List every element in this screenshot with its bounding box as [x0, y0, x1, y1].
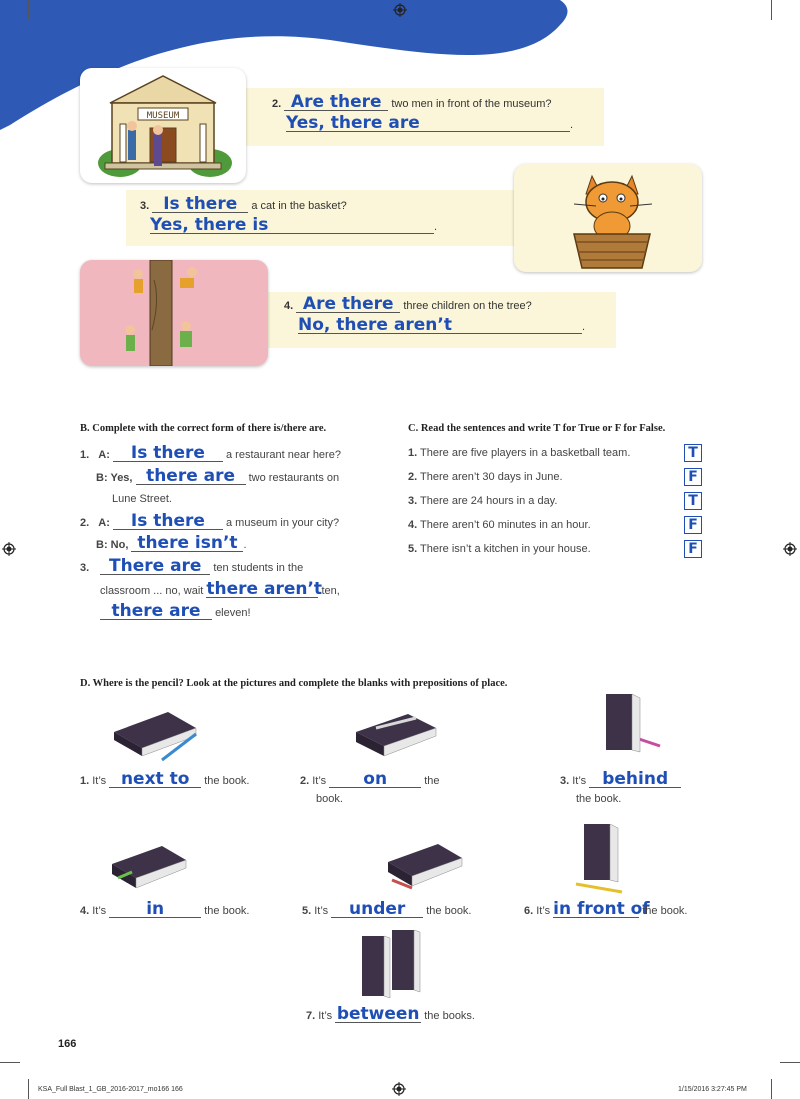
true-false-item — [408, 495, 702, 507]
question-number: 1. — [408, 447, 418, 459]
question-number: 5. — [302, 905, 312, 917]
section-c-title: C. Read the sentences and write T for True or F for False. — [408, 423, 666, 434]
question-number: 3. — [80, 562, 90, 574]
crop-mark — [0, 1062, 20, 1063]
d-item-1 — [80, 771, 250, 788]
answer-blank[interactable]: No, there aren’t — [298, 317, 582, 334]
b-item-3-line3 — [100, 603, 251, 620]
answer-blank[interactable]: there isn’t — [131, 535, 243, 552]
book-pencil-in-front-of-illustration — [574, 822, 634, 896]
footer-timestamp: 1/15/2016 3:27:45 PM — [678, 1086, 747, 1093]
b-item-1-a — [80, 445, 341, 462]
question-text: two restaurants on — [248, 472, 340, 484]
answer-line: Yes, there is . — [150, 215, 438, 235]
question-text: a museum in your city? — [225, 517, 340, 529]
book-pencil-behind-illustration — [596, 690, 662, 756]
answer-blank[interactable]: in front of — [553, 899, 650, 919]
d-item-2-cont: book. — [316, 793, 343, 805]
answer-blank[interactable]: in — [109, 901, 201, 918]
question-3 — [140, 196, 347, 213]
answer-blank[interactable]: Are there — [284, 94, 388, 111]
d-item-3 — [560, 771, 681, 788]
section-b-title: B. Complete with the correct form of there is/there are. — [80, 423, 327, 434]
crop-mark — [771, 0, 772, 20]
b-item-3 — [80, 558, 303, 575]
book-pencil-under-illustration — [382, 834, 466, 894]
speaker-label: A: — [98, 517, 110, 529]
true-false-answer-box[interactable]: F — [684, 516, 702, 534]
question-number: 2. — [300, 775, 310, 787]
d-item-6 — [524, 901, 688, 918]
b-item-2-b: B: No, there isn’t . — [96, 533, 247, 553]
answer-blank[interactable]: Is there — [152, 196, 248, 213]
answer-blank[interactable]: there are — [100, 603, 212, 620]
question-text: classroom ... no, wait — [100, 585, 204, 597]
statement-text: There aren’t 30 days in June. — [420, 471, 563, 483]
statement-text: There are 24 hours in a day. — [420, 495, 558, 507]
footer-file-info: KSA_Full Blast_1_GB_2016-2017_mo166 166 — [38, 1086, 183, 1093]
true-false-item — [408, 543, 702, 555]
crop-mark — [780, 1062, 800, 1063]
question-number: 3. — [408, 495, 418, 507]
question-number: 3. — [560, 775, 570, 787]
question-text: the book. — [642, 905, 688, 917]
speaker-label: B: No, — [96, 539, 129, 551]
statement-text: There isn’t a kitchen in your house. — [420, 543, 591, 555]
question-number: 5. — [408, 543, 418, 555]
question-text: a cat in the basket? — [251, 200, 347, 212]
d-item-5 — [302, 901, 472, 918]
speaker-label: B: Yes, — [96, 472, 133, 484]
b-item-2-a — [80, 513, 339, 530]
its-label: It’s — [314, 905, 329, 917]
question-number: 7. — [306, 1010, 316, 1022]
question-number: 1. — [80, 449, 90, 461]
children-tree-illustration — [80, 260, 268, 366]
cat-basket-illustration — [514, 164, 702, 272]
crop-mark — [771, 1079, 772, 1099]
registration-mark-icon — [2, 542, 16, 556]
b-item-1-b — [96, 468, 339, 485]
question-number: 2. — [80, 517, 90, 529]
question-text: ten students in the — [213, 562, 304, 574]
its-label: It’s — [92, 905, 107, 917]
d-item-3-cont: the book. — [576, 793, 622, 805]
answer-blank[interactable]: next to — [109, 771, 201, 788]
d-item-7 — [306, 1006, 475, 1023]
question-text: the book. — [204, 775, 250, 787]
true-false-item — [408, 447, 702, 459]
question-number: 1. — [80, 775, 90, 787]
d-item-4 — [80, 901, 250, 918]
answer-line: No, there aren’t . — [298, 315, 586, 335]
museum-sign: MUSEUM — [146, 111, 180, 121]
answer-blank[interactable]: Are there — [296, 296, 400, 313]
true-false-item — [408, 519, 702, 531]
question-number: 6. — [524, 905, 534, 917]
question-text: eleven! — [215, 607, 251, 619]
question-number: 3. — [140, 200, 150, 212]
book-pencil-on-illustration — [350, 704, 440, 762]
answer-blank[interactable]: under — [331, 901, 423, 918]
answer-blank[interactable]: there aren’t — [206, 579, 323, 599]
question-text: the book. — [426, 905, 472, 917]
its-label: It’s — [536, 905, 551, 917]
answer-blank[interactable]: Yes, there is — [150, 217, 434, 234]
question-text: two men in front of the museum? — [391, 98, 552, 110]
its-label: It’s — [92, 775, 107, 787]
page-number: 166 — [58, 1038, 77, 1050]
question-number: 4. — [408, 519, 418, 531]
answer-blank[interactable]: Is there — [113, 513, 223, 530]
true-false-answer-box[interactable]: T — [684, 444, 702, 462]
answer-blank[interactable]: on — [329, 771, 421, 788]
registration-mark-icon — [392, 1082, 406, 1096]
question-text: a restaurant near here? — [225, 449, 341, 461]
its-label: It’s — [318, 1010, 333, 1022]
question-number: 4. — [284, 300, 294, 312]
true-false-item — [408, 471, 702, 483]
answer-blank[interactable]: There are — [100, 558, 210, 575]
question-2 — [272, 94, 552, 111]
true-false-answer-box[interactable]: F — [684, 540, 702, 558]
registration-mark-icon — [783, 542, 797, 556]
section-d-title: D. Where is the pencil? Look at the pictures and complete the blanks with prepositions of place. — [80, 678, 508, 689]
question-4 — [284, 296, 532, 313]
answer-blank[interactable]: between — [336, 1004, 420, 1024]
question-text: the book. — [204, 905, 250, 917]
crop-mark — [28, 0, 29, 20]
answer-blank[interactable]: behind — [589, 771, 681, 788]
b-item-3-line2 — [100, 581, 340, 598]
speaker-label: A: — [98, 449, 110, 461]
b-item-1-cont: Lune Street. — [112, 493, 172, 505]
statement-text: There aren’t 60 minutes in an hour. — [420, 519, 591, 531]
answer-line: Yes, there are . — [286, 113, 574, 133]
statement-text: There are five players in a basketball team. — [420, 447, 631, 459]
question-text: ten, — [321, 585, 340, 597]
registration-mark-icon — [393, 3, 407, 17]
answer-blank[interactable]: Is there — [113, 445, 223, 462]
question-number: 2. — [272, 98, 282, 110]
answer-blank[interactable]: there are — [136, 468, 246, 485]
museum-illustration — [80, 68, 246, 183]
true-false-answer-box[interactable]: F — [684, 468, 702, 486]
crop-mark — [28, 1079, 29, 1099]
book-pencil-in-illustration — [106, 836, 190, 894]
question-number: 2. — [408, 471, 418, 483]
question-number: 4. — [80, 905, 90, 917]
question-text: three children on the tree? — [403, 300, 532, 312]
true-false-answer-box[interactable]: T — [684, 492, 702, 510]
its-label: It’s — [312, 775, 327, 787]
books-pencil-between-illustration — [356, 926, 424, 1000]
book-pencil-next-to-illustration — [106, 702, 202, 764]
answer-blank[interactable]: Yes, there are — [286, 115, 570, 132]
d-item-2 — [300, 771, 440, 788]
question-text: the — [424, 775, 440, 787]
its-label: It’s — [572, 775, 587, 787]
question-text: the books. — [424, 1010, 475, 1022]
